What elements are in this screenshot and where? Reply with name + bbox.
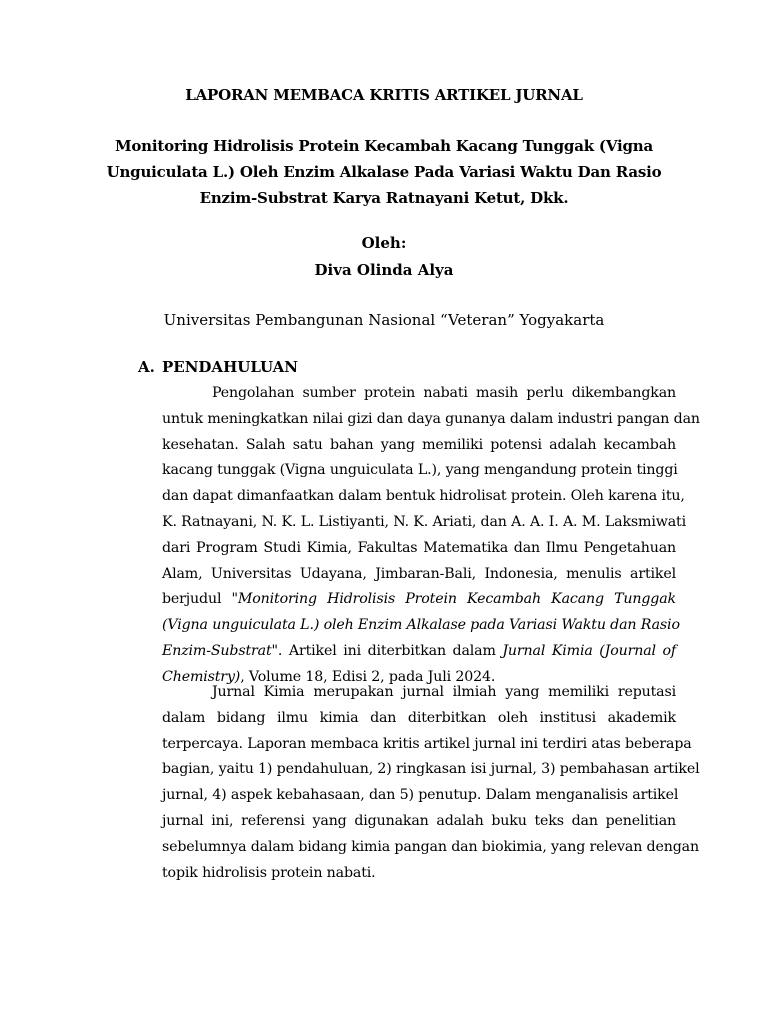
text-line bbox=[162, 587, 676, 613]
text-line: Jurnal Kimia merupakan jurnal ilmiah yang memiliki reputasi bbox=[212, 684, 676, 700]
section-number: A. bbox=[138, 358, 155, 376]
text-line: dari Program Studi Kimia, Fakultas Matematika dan Ilmu Pengetahuan bbox=[162, 539, 676, 556]
by-label: Oleh: bbox=[361, 234, 407, 252]
text-line: terpercaya. Laporan membaca kritis artikel jurnal ini terdiri atas beberapa bbox=[162, 735, 692, 752]
university-name: Universitas Pembangunan Nasional “Veteran” Yogyakarta bbox=[163, 311, 605, 329]
paragraph-introduction-1 bbox=[162, 381, 700, 691]
text-line: jurnal, 4) aspek kebahasaan, dan 5) penutup. Dalam menganalisis artikel bbox=[162, 787, 679, 804]
italic-title-run: "Monitoring Hidrolisis Protein Kecambah Kacang Tunggak bbox=[231, 591, 676, 608]
text-line: Alam, Universitas Udayana, Jimbaran-Bali, Indonesia, menulis artikel bbox=[162, 565, 676, 582]
document-title: LAPORAN MEMBACA KRITIS ARTIKEL JURNAL bbox=[185, 86, 583, 104]
text-line: topik hidrolisis protein nabati. bbox=[162, 864, 376, 881]
text-line bbox=[162, 613, 680, 639]
text-line: Pengolahan sumber protein nabati masih perlu dikembangkan bbox=[212, 385, 676, 401]
section-heading bbox=[138, 358, 298, 376]
text-line: dalam bidang ilmu kimia dan diterbitkan oleh institusi akademik bbox=[162, 709, 676, 726]
text-line bbox=[162, 639, 676, 665]
article-title-line: Monitoring Hidrolisis Protein Kecambah Kacang Tunggak (Vigna bbox=[114, 137, 654, 155]
text-line: bagian, yaitu 1) pendahuluan, 2) ringkasan isi jurnal, 3) pembahasan artikel bbox=[162, 761, 700, 778]
italic-journal-run: Jurnal Kimia (Journal of bbox=[502, 642, 676, 659]
text-line: kesehatan. Salah satu bahan yang memiliki potensi adalah kecambah bbox=[162, 436, 676, 453]
article-title-line: Enzim-Substrat Karya Ratnayani Ketut, Dkk. bbox=[199, 189, 569, 207]
text-line: sebelumnya dalam bidang kimia pangan dan biokimia, yang relevan dengan bbox=[162, 838, 699, 855]
text-line: dan dapat dimanfaatkan dalam bentuk hidrolisat protein. Oleh karena itu, bbox=[162, 488, 685, 505]
text-line: jurnal ini, referensi yang digunakan adalah buku teks dan penelitian bbox=[162, 812, 676, 829]
text-run: berjudul bbox=[162, 591, 232, 608]
italic-title-run: Enzim-Substrat" bbox=[162, 642, 278, 659]
text-line: kacang tunggak (Vigna unguiculata L.), yang mengandung protein tinggi bbox=[162, 462, 678, 479]
article-title-line: Unguiculata L.) Oleh Enzim Alkalase Pada Variasi Waktu Dan Rasio bbox=[106, 163, 662, 181]
text-run: . Artikel ini diterbitkan dalam bbox=[277, 642, 503, 659]
section-title: PENDAHULUAN bbox=[162, 358, 299, 376]
text-run: , Volume 18, Edisi 2, pada Juli 2024. bbox=[240, 668, 496, 685]
text-line: untuk meningkatkan nilai gizi dan daya gunanya dalam industri pangan dan bbox=[162, 410, 700, 427]
text-line: K. Ratnayani, N. K. L. Listiyanti, N. K. Ariati, dan A. A. I. A. M. Laksmiwati bbox=[162, 513, 686, 530]
author-name: Diva Olinda Alya bbox=[314, 261, 454, 279]
paragraph-introduction-2 bbox=[162, 680, 700, 886]
italic-title-run: (Vigna unguiculata L.) oleh Enzim Alkalase pada Variasi Waktu dan Rasio bbox=[162, 617, 680, 634]
italic-journal-run: Chemistry) bbox=[162, 668, 241, 685]
article-title bbox=[84, 133, 684, 211]
